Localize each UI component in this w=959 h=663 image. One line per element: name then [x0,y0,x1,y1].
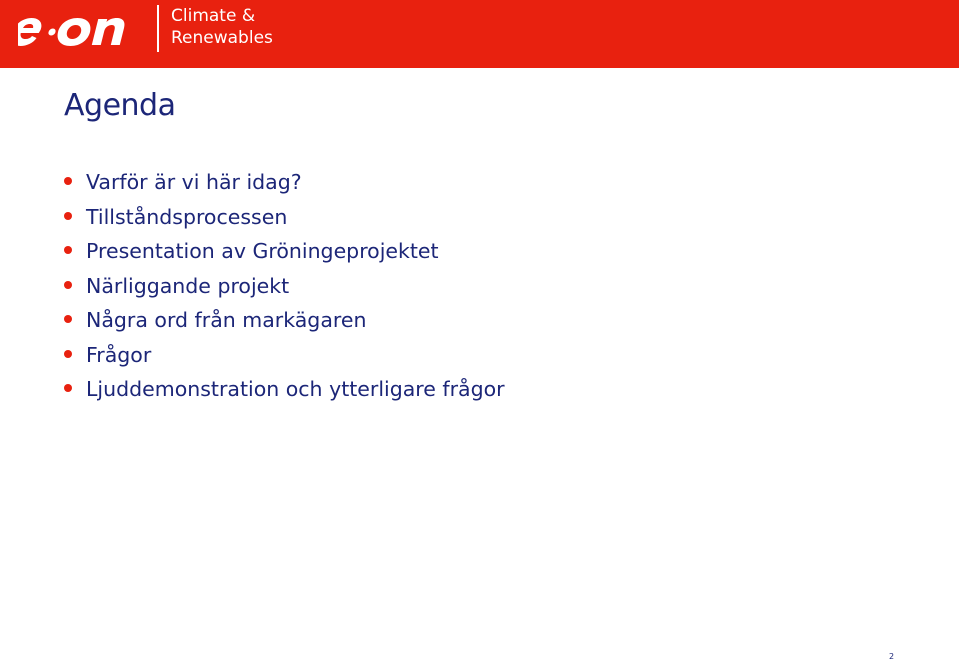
division-line-1: Climate & [171,6,256,26]
agenda-item [64,203,505,238]
agenda-item-text: Frågor [86,342,152,367]
division-name [171,5,273,49]
bullet-icon [64,315,72,323]
agenda-item-text: Varför är vi här idag? [86,170,302,194]
logo-divider [157,5,159,52]
bullet-icon [64,281,72,289]
bullet-icon [64,177,72,185]
agenda-item-text: Tillståndsprocessen [86,204,288,229]
agenda-item-text: Några ord från markägaren [86,308,367,332]
bullet-icon [64,350,72,358]
eon-logo [18,8,148,52]
agenda-list [64,168,505,410]
agenda-item [64,237,505,272]
agenda-item-text: Närliggande projekt [86,273,290,298]
agenda-item [64,168,505,203]
division-line-2: Renewables [171,28,273,48]
agenda-item [64,272,505,307]
bullet-icon [64,384,72,392]
page-number: 2 [889,652,895,661]
slide-title: Agenda [64,88,176,123]
agenda-item-text: Ljuddemonstration och ytterligare frågor [86,377,505,401]
agenda-item [64,375,505,410]
bullet-icon [64,246,72,254]
agenda-item [64,341,505,376]
agenda-item-text: Presentation av Gröningeprojektet [86,239,439,263]
header-bar [0,0,959,68]
agenda-item [64,306,505,341]
bullet-icon [64,212,72,220]
